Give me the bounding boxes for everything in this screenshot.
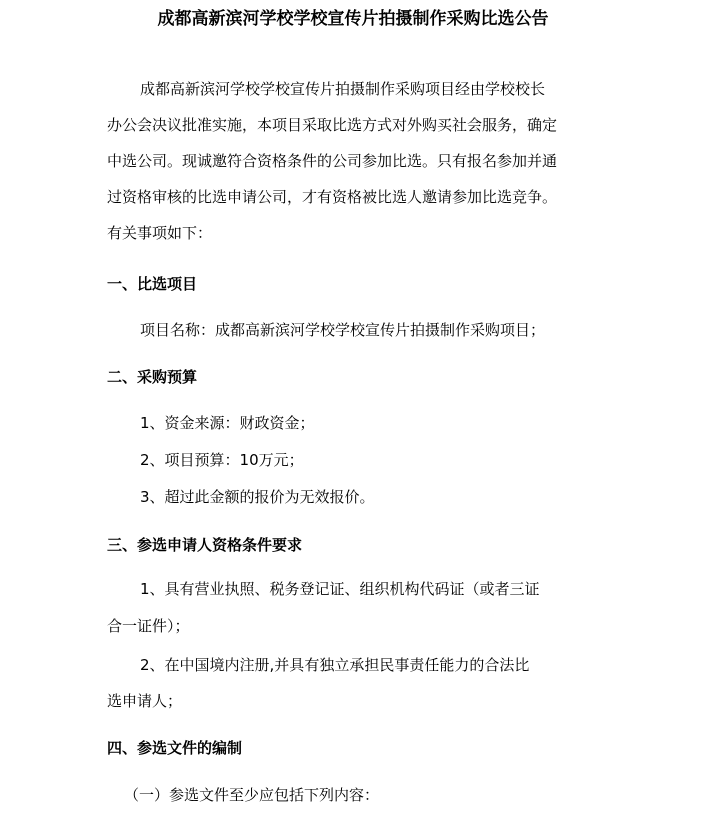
section4-line-1: （一）参选文件至少应包括下列内容： xyxy=(124,786,380,804)
intro-line-2: 办公会决议批准实施，本项目采取比选方式对外购买社会服务，确定 xyxy=(107,116,558,134)
section-heading-3: 三、参选申请人资格条件要求 xyxy=(107,536,303,554)
section1-line-1: 项目名称：成都高新滨河学校学校宣传片拍摄制作采购项目； xyxy=(140,321,546,339)
section3-line-3: 2、在中国境内注册,并具有独立承担民事责任能力的合法比 xyxy=(140,656,530,674)
section-heading-1: 一、比选项目 xyxy=(107,275,198,293)
intro-line-1: 成都高新滨河学校学校宣传片拍摄制作采购项目经由学校校长 xyxy=(140,80,546,98)
section2-line-2: 2、项目预算：10万元； xyxy=(140,451,304,469)
section2-line-1: 1、资金来源：财政资金； xyxy=(140,414,315,432)
section-heading-2: 二、采购预算 xyxy=(107,368,198,386)
intro-line-3: 中选公司。现诚邀符合资格条件的公司参加比选。只有报名参加并通 xyxy=(107,152,558,170)
document-title: 成都高新滨河学校学校宣传片拍摄制作采购比选公告 xyxy=(157,9,549,29)
intro-line-4: 过资格审核的比选申请公司，才有资格被比选人邀请参加比选竞争。 xyxy=(107,188,558,206)
section3-line-2: 合一证件）； xyxy=(107,617,190,635)
section3-line-4: 选申请人； xyxy=(107,692,183,710)
section2-line-3: 3、超过此金额的报价为无效报价。 xyxy=(140,488,375,506)
intro-line-5: 有关事项如下： xyxy=(107,224,213,242)
section3-line-1: 1、具有营业执照、税务登记证、组织机构代码证（或者三证 xyxy=(140,580,540,598)
section-heading-4: 四、参选文件的编制 xyxy=(107,739,243,757)
